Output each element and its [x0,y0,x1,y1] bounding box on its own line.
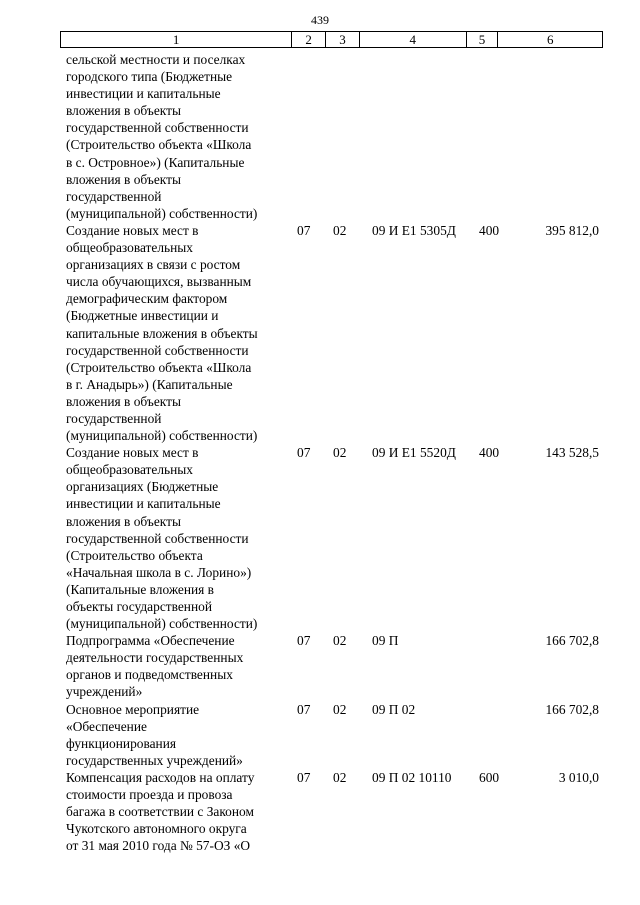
row-description: сельской местности и поселках городского типа (Бюджетные инвестиции и капитальные вложения в объекты государственной собственности (Строительство объекта «Школа в с. Островное») (Капитальные вложения в объекты государственной (муниципальной) собственности) [66,52,258,221]
row-subsection: 02 [333,769,347,785]
table-row [66,632,606,700]
table-column-header [60,31,603,48]
row-section: 07 [297,633,311,649]
row-subsection: 02 [333,222,347,238]
column-header-5: 5 [466,32,498,47]
row-expense-type: 400 [479,222,500,238]
row-subsection: 02 [333,633,347,649]
row-amount: 166 702,8 [545,701,599,717]
row-subsection: 02 [333,445,347,461]
budget-table-body [66,51,606,854]
row-section: 07 [297,445,311,461]
row-target-article: 09 И Е1 5520Д [372,445,456,461]
row-expense-type: 400 [479,445,500,461]
column-header-1: 1 [172,32,180,47]
row-section: 07 [297,222,311,238]
row-target-article: 09 И Е1 5305Д [372,222,456,238]
row-target-article: 09 П [372,633,399,649]
column-header-4: 4 [359,32,466,47]
row-target-article: 09 П 02 10110 [372,769,452,785]
row-section: 07 [297,701,311,717]
table-row [66,701,606,769]
row-description: Создание новых мест в общеобразовательных организациях (Бюджетные инвестиции и капитальные вложения в объекты государственной собственности (Строительство объекта «Начальная школа в с. Лорино») (Капитальные вложения в объекты государственной (муниципальной) собственности) [66,445,258,632]
row-description: Создание новых мест в общеобразовательных организациях в связи с ростом числа обучающихся, вызванным демографическим фактором (Бюджетные инвестиции и капитальные вложения в объекты государственной собственности (Строительство объекта «Школа в г. Анадырь») (Капитальные вложения в объекты государственной (муниципальной) собственности) [66,222,258,444]
table-row [66,444,606,632]
row-description: Основное мероприятие «Обеспечение функционирования государственных учреждений» [66,701,243,768]
column-header-2: 2 [291,32,325,47]
row-amount: 143 528,5 [545,445,599,461]
table-row [66,769,606,854]
row-amount: 395 812,0 [545,222,599,238]
column-header-3: 3 [325,32,359,47]
row-subsection: 02 [333,701,347,717]
row-amount: 3 010,0 [558,769,599,785]
row-description: Подпрограмма «Обеспечение деятельности государственных органов и подведомственных учреждений» [66,633,244,700]
page-number: 439 [311,13,329,27]
row-target-article: 09 П 02 [372,701,416,717]
row-amount: 166 702,8 [545,633,599,649]
row-expense-type: 600 [479,769,500,785]
row-description: Компенсация расходов на оплату стоимости проезда и провоза багажа в соответствии с Законом Чукотского автономного округа от 31 мая 2010 года № 57-ОЗ «О [66,769,255,854]
table-row [66,222,606,444]
table-row [66,51,606,222]
row-section: 07 [297,769,311,785]
column-header-6: 6 [497,32,602,47]
